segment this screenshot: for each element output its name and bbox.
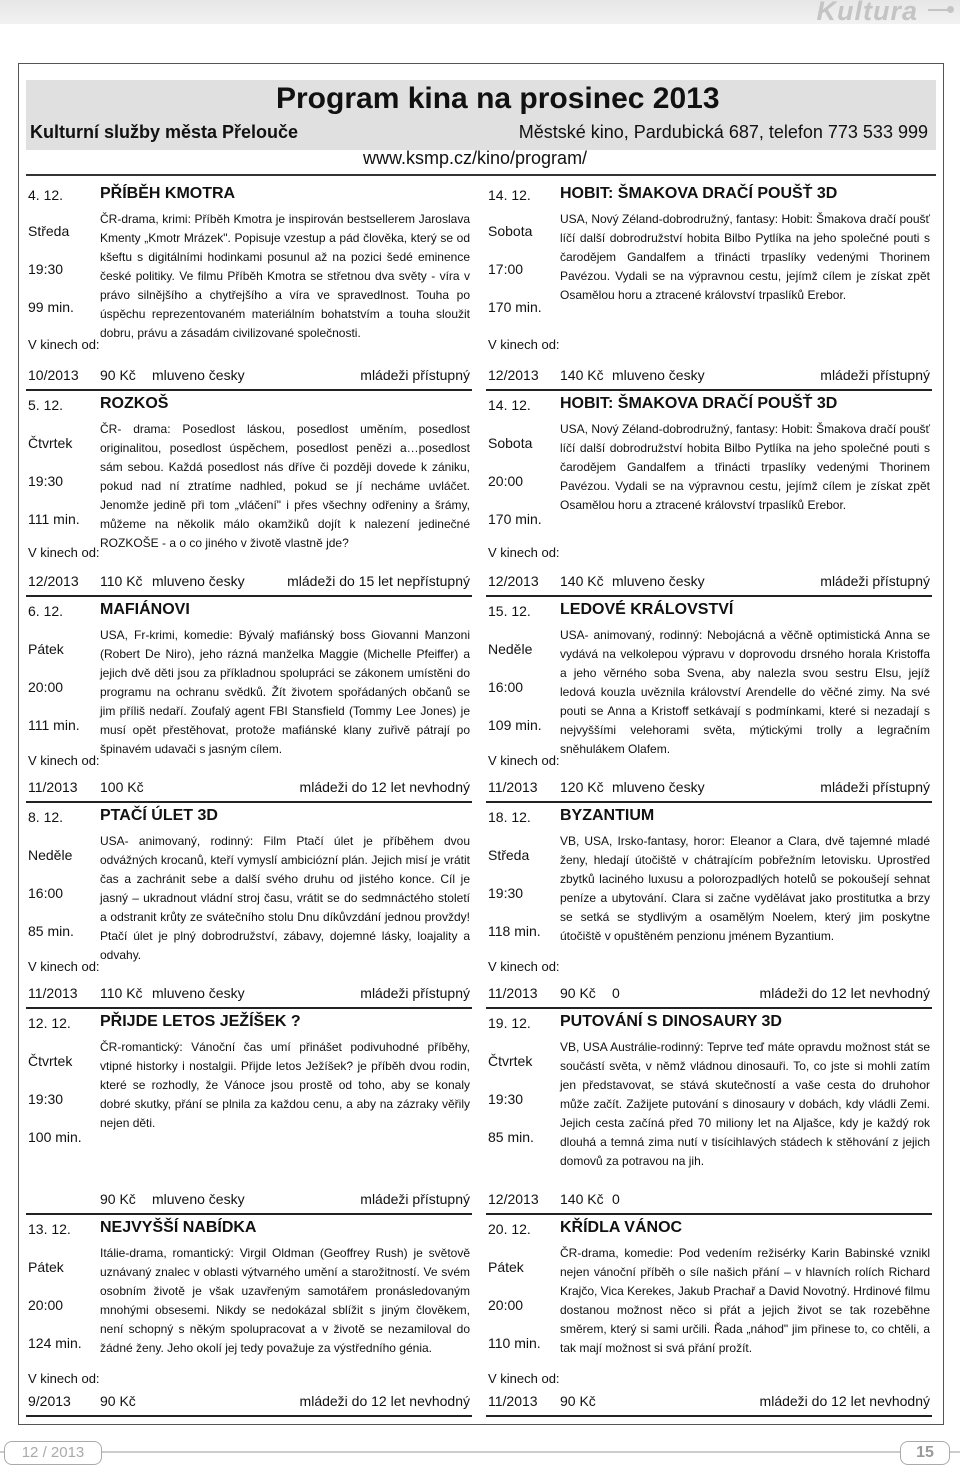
film-entry (486, 1013, 932, 1215)
film-time: 20:00 (488, 1297, 524, 1313)
film-time: 19:30 (28, 1091, 64, 1107)
film-time: 16:00 (488, 679, 524, 695)
film-info-row (26, 573, 472, 591)
film-date: 12. 12. (28, 1015, 71, 1031)
film-info-row (486, 985, 932, 1003)
age-rating: mládeži do 12 let nevhodný (299, 779, 470, 795)
issue-badge: 12 / 2013 (4, 1441, 102, 1465)
film-title: HOBIT: ŠMAKOVA DRAČÍ POUŠŤ 3D (560, 185, 838, 202)
film-date: 18. 12. (488, 809, 531, 825)
film-info-row (486, 1393, 932, 1411)
film-time: 16:00 (28, 885, 64, 901)
ticket-price: 90 Kč (560, 985, 596, 1001)
film-duration: 85 min. (28, 923, 74, 939)
film-description: ČR-romantický: Vánoční čas umí přinášet podivuhodné příběhy, vtipné historky i nostalgii. Přijde letos Ježíšek? je příběh dvou rodin, které se rozhodly, že Vánoce jsou prostě od toho, aby se konaly dobré skutky, přání se plnila za každou cenu, a aby na zázraky věřily nejen děti. (100, 1040, 470, 1130)
film-day: Čtvrtek (28, 1053, 73, 1069)
ticket-price: 90 Kč (100, 1393, 136, 1409)
ticket-price: 120 Kč (560, 779, 604, 795)
film-info-row (26, 985, 472, 1003)
film-day: Pátek (28, 1259, 64, 1275)
film-duration: 109 min. (488, 717, 542, 733)
release-label: V kinech od: (28, 1371, 100, 1386)
age-rating: mládeži do 15 let nepřístupný (287, 573, 470, 589)
page-title: Program kina na prosinec 2013 (276, 82, 720, 115)
ticket-price: 90 Kč (560, 1393, 596, 1409)
film-info-row (486, 573, 932, 591)
film-entry (26, 395, 472, 597)
program-url[interactable]: www.ksmp.cz/kino/program/ (363, 148, 588, 168)
film-info-row (486, 1191, 932, 1209)
film-date: 15. 12. (488, 603, 531, 619)
film-info-row (486, 779, 932, 797)
film-duration: 100 min. (28, 1129, 82, 1145)
film-description: ČR-drama, komedie: Pod vedením režisérky Karin Babinské vznikl nejen vánoční příběh o síle našich přání – v hlavních rolích Richard Krajčo, Vica Kerekes, Jakub Prachař a David Novotný. Hrdinové filmu dostanou možnost něco si přát a jejich život se tak rozeběhne směrem, který si sami určili. Řada „náhod" jim přinese to, co chtěli, a tak mají možnost si svá přání prožít. (560, 1246, 930, 1355)
film-info-row (26, 367, 472, 385)
film-entry (26, 807, 472, 1009)
film-date: 14. 12. (488, 397, 531, 413)
film-title: PŘÍBĚH KMOTRA (100, 185, 236, 202)
film-description: VB, USA, Irsko-fantasy, horor: Eleanor a Clara, dvě tajemné mladé ženy, hledají útočiště v chátrajícím pobřežním letovisku. Uprostřed zbytků laciného luxusu a polorozpadlých hotelů se pokoušejí sehnat peníze a ubytování. Clara si začne vydělávat jako prostitutka a brzy se setká se stydlivým a osamělým Noelem, který jim poskytne útočiště v opuštěném penzionu jménem Byzantium. (560, 834, 930, 943)
ticket-price: 110 Kč (100, 573, 143, 589)
film-description: ČR-drama, krimi: Příběh Kmotra je inspirován bestsellerem Jaroslava Kmenty „Kmotr Mrázek". Popisuje vzestup a pád člověka, který se od kšeftu s digitálními hodinkami posunul až na pozici šedé eminence české politiky. Ve filmu Příběh Kmotra se střetnou dva světy - víra v právo silnějšího a chytřejšího a víra ve spravedlnost. Touha po úspěchu reprezentovaném materiálním bohatstvím a touha sloužit dobru, právu a zásadám civilizované společnosti. (100, 212, 470, 340)
release-label: V kinech od: (28, 753, 100, 768)
age-rating: mládeži přístupný (820, 779, 930, 795)
film-title: PTAČÍ ÚLET 3D (100, 807, 218, 824)
release-code: 10/2013 (28, 367, 79, 383)
film-description: Itálie-drama, romantický: Virgil Oldman (Geoffrey Rush) je světově uznávaný znalec v oblasti výtvarného umění a starožitností. Ve svém osobním životě je však uzavřeným samotářem pronásledovaným mnohými obsesemi. Nikdy se nedokázal sblížit s jiným člověkem, není schopný s někým spolupracovat a v životě se nezamiloval do žádné ženy. Jeho okolí jej tedy považuje za výstředního génia. (100, 1246, 470, 1355)
film-day: Středa (28, 223, 70, 239)
film-day: Sobota (488, 435, 533, 451)
film-entry (486, 1219, 932, 1417)
language-note: mluveno česky (152, 1191, 245, 1207)
release-label: V kinech od: (488, 1371, 560, 1386)
film-duration: 110 min. (488, 1335, 541, 1351)
age-rating: mládeži přístupný (820, 367, 930, 383)
film-time: 19:30 (488, 1091, 524, 1107)
release-code: 12/2013 (28, 573, 79, 589)
language-note: mluveno česky (612, 367, 705, 383)
film-day: Pátek (28, 641, 64, 657)
film-description: USA- animovaný, rodinný: Nebojácná a věčně optimistická Anna se vydává na velkolepou výpravu v doprovodu drsného horala Kristoffa a jeho věrného soba Svena, aby nalezla svou sestru Elsu, jejíž ledová kouzla uvěznila království Arendelle do věčné zimy. Na své pouti se Anna a Kristoff setkávají s podmínkami, které si nezadají s nejvyššími velehorami světa, mýtickými trolly a legračním sněhulákem Olafem. (560, 628, 930, 756)
film-description: USA, Nový Zéland-dobrodružný, fantasy: Hobit: Šmakova dračí poušť líčí další dobrodružství hobita Bilbo Pytlíka na jeho společné pouti s čarodějem Gandalfem a třinácti trpaslíky vedenými Thorinem Pavézou. Vydali se na výpravnou cestu, jejímž cílem je získat zpět Osamělou horu a ztracené království trpaslíků Erebor. (560, 422, 931, 512)
film-description: USA- animovaný, rodinný: Film Ptačí úlet je příběhem dvou odvážných krocanů, kteří vymyslí ambiciózní plán. Jejich misí je vrátit čas a zachránit sebe a další svého druhu od jistého konce. Cíl je jasný – ukradnout vládní stroj času, vrátit se do sedmnáctého století a odstranit krůty ze svátečního stolu Dnu díkůvzdání jednou provždy! Ptačí úlet je plný dobrodružství, zábavy, dojemné lásky, loajality a odvahy. (100, 834, 470, 962)
age-rating: mládeži do 12 let nevhodný (299, 1393, 470, 1409)
film-duration: 85 min. (488, 1129, 534, 1145)
arrow-icon (928, 9, 950, 11)
section-banner (0, 0, 960, 24)
ticket-price: 140 Kč (560, 367, 604, 383)
release-label: V kinech od: (488, 959, 560, 974)
film-title: LEDOVÉ KRÁLOVSTVÍ (560, 601, 734, 618)
section-title: Kultura (816, 0, 918, 26)
film-entry (26, 601, 472, 803)
language-note: 0 (612, 985, 620, 1001)
age-rating: mládeži přístupný (820, 573, 930, 589)
page-number: 15 (900, 1441, 950, 1465)
film-title: NEJVYŠŠÍ NABÍDKA (100, 1219, 257, 1236)
footer-divider (0, 1451, 960, 1453)
film-description: VB, USA Austrálie-rodinný: Teprve teď máte opravdu možnost stát se součástí světa, v němž vládnou dinosauři. To, co jste si mohli zatím jen představovat, se stává skutečností a vaše cesta do druhohor může začít. Zažijete putování s dinosaury v dobách, kdy vládli Zemi. Jejich cesta začíná před 70 miliony let na Aljašce, kdy je každý rok dlouhá a temná zima nutí v tisícihlavých stádech k stěhování z jejich domovů za potravou na jih. (560, 1040, 930, 1168)
header-divider (26, 174, 936, 176)
age-rating: mládeži do 12 let nevhodný (759, 1393, 930, 1409)
release-label: V kinech od: (488, 337, 560, 352)
release-label: V kinech od: (28, 545, 100, 560)
program-header (26, 80, 936, 150)
release-code: 12/2013 (488, 367, 539, 383)
age-rating: mládeži přístupný (360, 1191, 470, 1207)
language-note: mluveno česky (612, 779, 705, 795)
release-label: V kinech od: (488, 753, 560, 768)
film-day: Středa (488, 847, 530, 863)
cinema-address: Městské kino, Pardubická 687, telefon 773 533 999 (518, 122, 928, 142)
language-note: mluveno česky (152, 985, 245, 1001)
ticket-price: 90 Kč (100, 367, 136, 383)
film-title: MAFIÁNOVI (100, 601, 190, 618)
film-duration: 124 min. (28, 1335, 82, 1351)
film-date: 8. 12. (28, 809, 64, 825)
language-note: mluveno česky (612, 573, 705, 589)
film-title: BYZANTIUM (560, 807, 655, 824)
release-code: 11/2013 (488, 985, 538, 1001)
page-footer (0, 1437, 960, 1467)
ticket-price: 110 Kč (100, 985, 143, 1001)
film-time: 20:00 (28, 1297, 64, 1313)
film-date: 20. 12. (488, 1221, 531, 1237)
language-note: mluveno česky (152, 573, 245, 589)
film-duration: 118 min. (488, 923, 541, 939)
film-time: 19:30 (28, 473, 64, 489)
film-date: 5. 12. (28, 397, 64, 413)
film-info-row (26, 779, 472, 797)
film-entry (26, 1013, 472, 1215)
film-time: 17:00 (488, 261, 524, 277)
film-time: 20:00 (28, 679, 64, 695)
film-info-row (26, 1191, 472, 1209)
film-time: 19:30 (28, 261, 64, 277)
right-column (486, 185, 932, 1409)
language-note: 0 (612, 1191, 620, 1207)
film-day: Pátek (488, 1259, 524, 1275)
ticket-price: 100 Kč (100, 779, 144, 795)
film-title: PŘIJDE LETOS JEŽÍŠEK ? (100, 1013, 301, 1030)
film-description: USA, Nový Zéland-dobrodružný, fantasy: Hobit: Šmakova dračí poušť líčí další dobrodružství hobita Bilbo Pytlíka na jeho společné pouti s čarodějem Gandalfem a třinácti trpaslíky vedenými Thorinem Pavézou. Vydali se na výpravnou cestu, jejímž cílem je získat zpět Osamělou horu a ztracené království trpaslíků Erebor. (560, 212, 931, 302)
film-entry (26, 185, 472, 391)
release-code: 11/2013 (488, 779, 538, 795)
film-entry (486, 185, 932, 391)
film-day: Čtvrtek (488, 1053, 533, 1069)
film-title: KŘÍDLA VÁNOC (560, 1219, 683, 1236)
ticket-price: 140 Kč (560, 573, 604, 589)
release-code: 12/2013 (488, 1191, 539, 1207)
film-day: Čtvrtek (28, 435, 73, 451)
film-entry (26, 1219, 472, 1417)
ticket-price: 140 Kč (560, 1191, 604, 1207)
release-label: V kinech od: (488, 545, 560, 560)
release-label: V kinech od: (28, 959, 100, 974)
left-column (26, 185, 472, 1409)
film-duration: 99 min. (28, 299, 74, 315)
film-info-row (26, 1393, 472, 1411)
film-description: USA, Fr-krimi, komedie: Bývalý mafiánský boss Giovanni Manzoni (Robert De Niro), jeho rázná manželka Maggie (Michelle Pfeiffer) a jejich dvě děti jsou za příkladnou spolupráci se zákonem umístěni do programu na ochranu svědků. Žít životem spořádaných občanů se jim příliš nedaří. Zoufalý agent FBI Stansfield (Tommy Lee Jones) je musí opět přestěhovat, protože mafiánské klany zuřivě pátrají po špinavém udavači s jasným cílem. (100, 628, 470, 756)
film-title: HOBIT: ŠMAKOVA DRAČÍ POUŠŤ 3D (560, 395, 838, 412)
film-duration: 170 min. (488, 299, 542, 315)
release-code: 12/2013 (488, 573, 539, 589)
film-entry (486, 395, 932, 597)
film-day: Sobota (488, 223, 533, 239)
age-rating: mládeži přístupný (360, 985, 470, 1001)
organizer: Kulturní služby města Přelouče (30, 122, 299, 142)
ticket-price: 90 Kč (100, 1191, 136, 1207)
film-description: ČR- drama: Posedlost láskou, posedlost uměním, posedlost originalitou, posedlost úspěchem, posedlost penězi a…posedlost sám sebou. Každá posedlost nás dříve či později dovede k zániku, pokud nad ní ztratíme nadhled, pokud se jí necháme uvláčet. Jenomže jedině při tom „vláčení" i přes všechny odřeniny a šrámy, můžeme na několik málo okamžiků dojít k nalezení jedinečné ROZKOŠE - a o co jiného v životě vlastně jde? (100, 422, 470, 550)
age-rating: mládeži do 12 let nevhodný (759, 985, 930, 1001)
release-label: V kinech od: (28, 337, 100, 352)
film-day: Neděle (28, 847, 73, 863)
film-date: 19. 12. (488, 1015, 531, 1031)
film-duration: 111 min. (28, 717, 80, 733)
film-date: 6. 12. (28, 603, 64, 619)
film-date: 14. 12. (488, 187, 531, 203)
film-date: 13. 12. (28, 1221, 71, 1237)
release-code: 11/2013 (488, 1393, 538, 1409)
film-duration: 111 min. (28, 511, 80, 527)
release-code: 11/2013 (28, 985, 78, 1001)
age-rating: mládeži přístupný (360, 367, 470, 383)
film-time: 19:30 (488, 885, 524, 901)
film-info-row (486, 367, 932, 385)
film-title: ROZKOŠ (100, 395, 169, 412)
film-duration: 170 min. (488, 511, 542, 527)
film-title: PUTOVÁNÍ S DINOSAURY 3D (560, 1013, 782, 1030)
film-entry (486, 807, 932, 1009)
language-note: mluveno česky (152, 367, 245, 383)
film-entry (486, 601, 932, 803)
film-day: Neděle (488, 641, 533, 657)
film-date: 4. 12. (28, 187, 64, 203)
release-code: 11/2013 (28, 779, 78, 795)
film-time: 20:00 (488, 473, 524, 489)
release-code: 9/2013 (28, 1393, 71, 1409)
